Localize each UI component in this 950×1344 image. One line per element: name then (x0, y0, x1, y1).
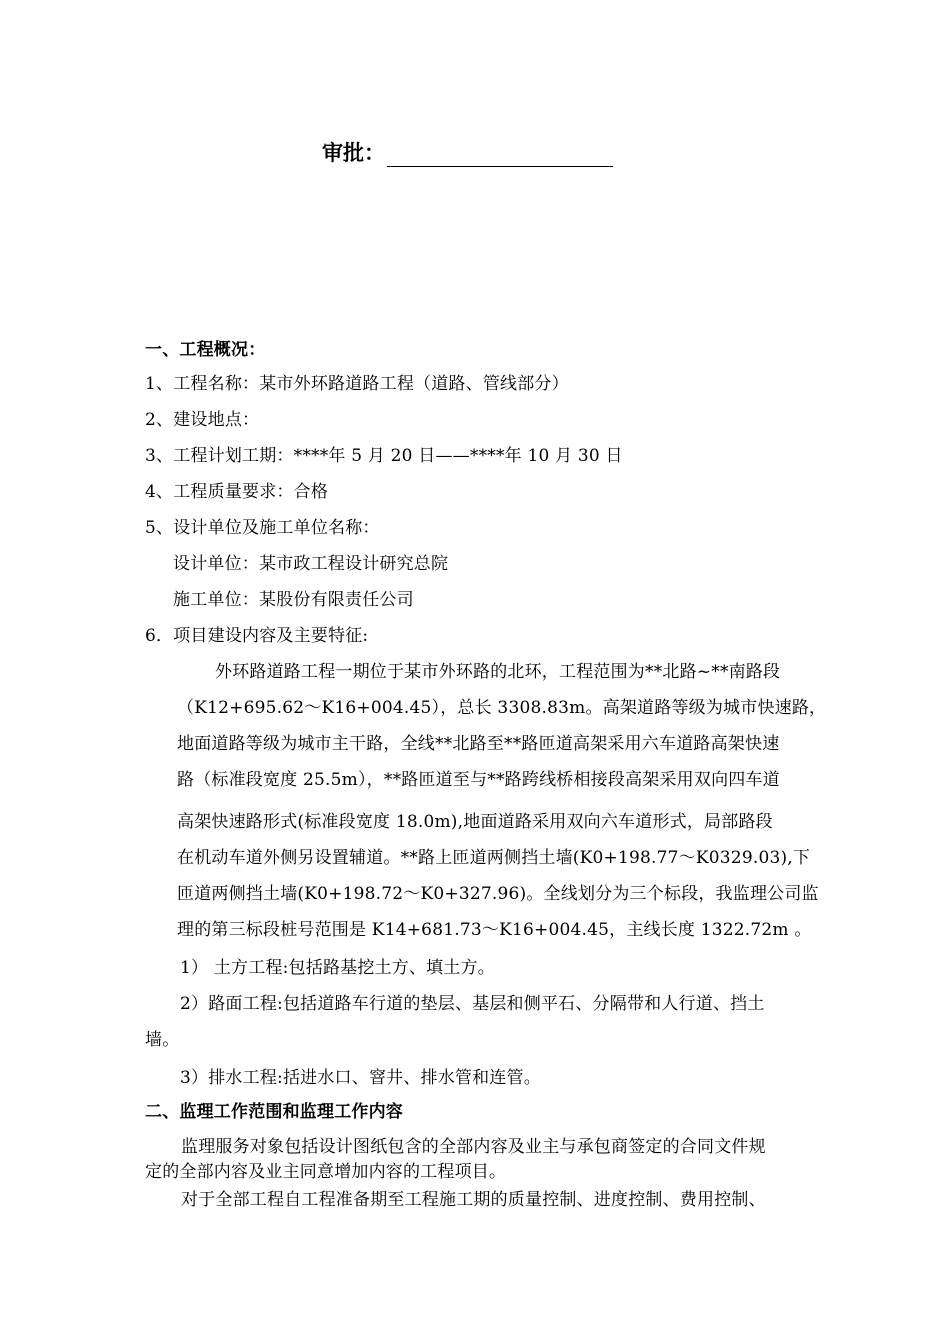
paragraph-line: 匝道两侧挡土墙(K0+198.72～K0+327.96)。全线划分为三个标段，我监理公司监 (177, 884, 819, 904)
section2-paragraph-line: 对于全部工程自工程准备期至工程施工期的质量控制、进度控制、费用控制、 (181, 1190, 766, 1210)
sub-item-pavement-cont: 墙。 (145, 1030, 180, 1050)
sub-item-drainage: 3）排水工程:括进水口、窨井、排水管和连管。 (180, 1068, 541, 1088)
section2-heading: 二、监理工作范围和监理工作内容 (145, 1102, 403, 1122)
item-3-schedule: 3、工程计划工期：****年 5 月 20 日——****年 10 月 30 日 (145, 446, 623, 466)
approval-signature-line[interactable] (387, 144, 613, 167)
paragraph-line: 路（标准段宽度 25.5m），**路匝道至与**路跨线桥相接段高架采用双向四车道 (177, 770, 780, 790)
paragraph-line: （K12+695.62～K16+004.45），总长 3308.83m。高架道路等级为城市快速路， (177, 698, 827, 718)
item-1-project-name: 1、工程名称：某市外环路道路工程（道路、管线部分） (145, 374, 569, 394)
sub-item-earthwork: 1） 土方工程:包括路基挖土方、填土方。 (180, 958, 495, 978)
construction-unit: 施工单位：某股份有限责任公司 (173, 590, 414, 610)
paragraph-line: 在机动车道外侧另设置辅道。**路上匝道两侧挡土墙(K0+198.77～K0329.03),下 (177, 848, 811, 868)
section1-heading: 一、工程概况： (145, 340, 266, 360)
item-4-quality: 4、工程质量要求：合格 (145, 482, 329, 502)
paragraph-line: 外环路道路工程一期位于某市外环路的北环，工程范围为**北路~**南路段 (215, 662, 781, 682)
item-2-location: 2、建设地点： (145, 410, 260, 430)
section2-paragraph-line: 定的全部内容及业主同意增加内容的工程项目。 (145, 1162, 507, 1182)
approval-label: 审批： (322, 141, 385, 165)
item-6-content: 6．项目建设内容及主要特征: (145, 626, 369, 646)
section2-paragraph-line: 监理服务对象包括设计图纸包含的全部内容及业主与承包商签定的合同文件规 (181, 1137, 766, 1157)
design-unit: 设计单位：某市政工程设计研究总院 (173, 554, 449, 574)
paragraph-line: 理的第三标段桩号范围是 K14+681.73～K16+004.45，主线长度 1322.72m 。 (177, 920, 812, 940)
paragraph-line: 高架快速路形式(标准段宽度 18.0m),地面道路采用双向六车道形式，局部路段 (177, 812, 773, 832)
approval-field (322, 137, 613, 167)
sub-item-pavement: 2）路面工程:包括道路车行道的垫层、基层和侧平石、分隔带和人行道、挡土 (180, 994, 765, 1014)
paragraph-line: 地面道路等级为城市主干路，全线**北路至**路匝道高架采用六车道路高架快速 (177, 734, 780, 754)
item-5-units: 5、设计单位及施工单位名称： (145, 518, 380, 538)
